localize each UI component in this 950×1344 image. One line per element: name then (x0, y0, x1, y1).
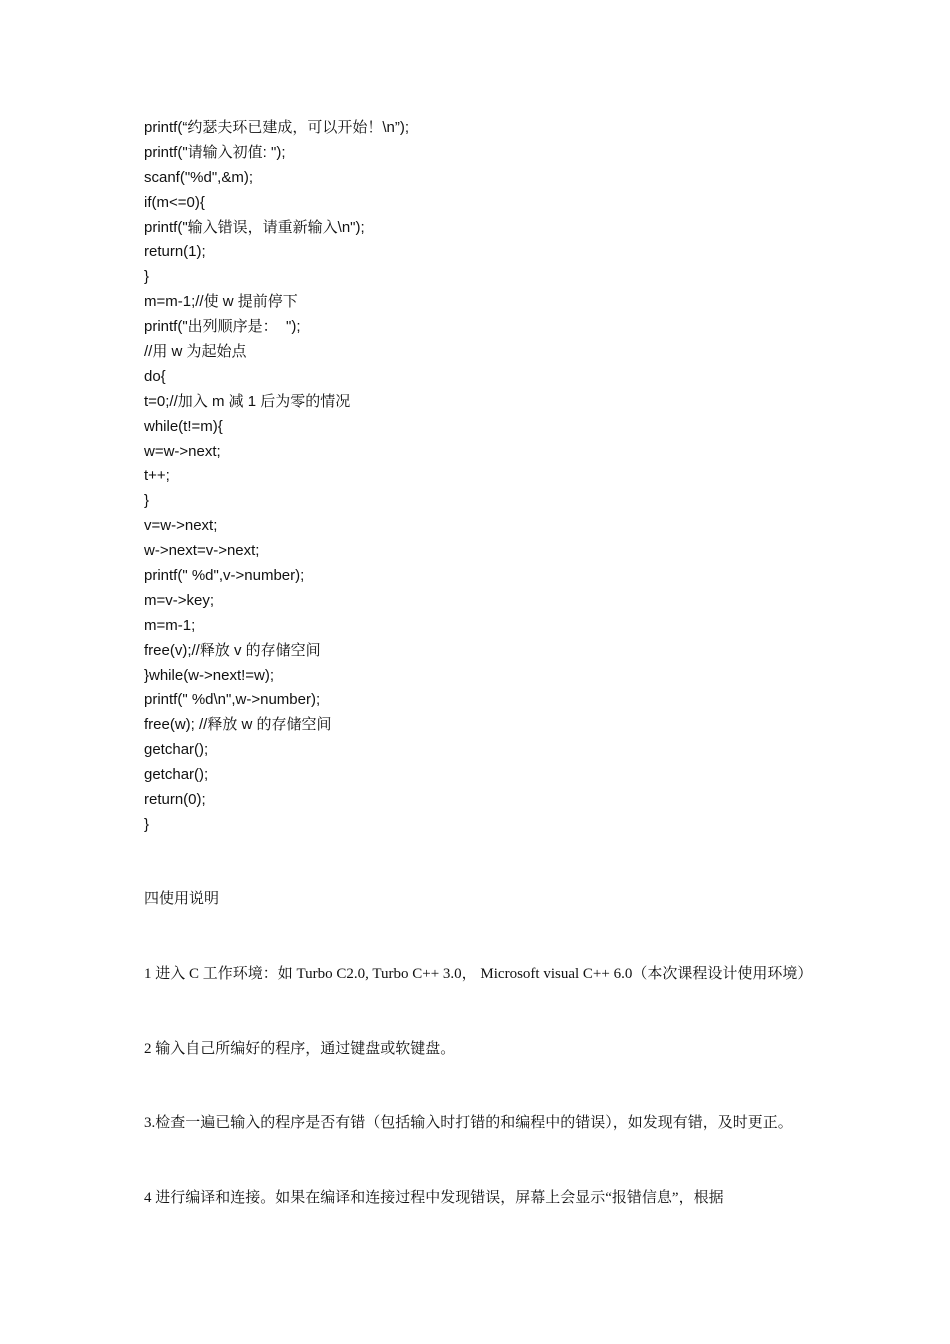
code-line: return(0); (144, 791, 206, 809)
code-line: free(w); //释放 w 的存储空间 (144, 716, 332, 734)
usage-step-2: 2 输入自己所编好的程序，通过键盘或软键盘。 (144, 1041, 456, 1057)
code-line: getchar(); (144, 766, 209, 784)
code-line: printf(" %d",v->number); (144, 567, 305, 585)
code-line: m=v->key; (144, 591, 215, 609)
usage-step-1: 1 进入 C 工作环境：如 Turbo C2.0, Turbo C++ 3.0， Microsoft visual C++ 6.0（本次课程设计使用环境） (144, 966, 813, 982)
code-line: while(t!=m){ (144, 417, 223, 435)
code-line: printf("出列顺序是： "); (144, 318, 301, 336)
code-line: }while(w->next!=w); (144, 666, 275, 684)
code-line: w->next=v->next; (144, 542, 260, 560)
code-line: scanf("%d",&m); (144, 168, 254, 186)
usage-step-4: 4 进行编译和连接。如果在编译和连接过程中发现错误，屏幕上会显示“报错信息”，根据 (144, 1190, 724, 1206)
code-line: t=0;//加入 m 减 1 后为零的情况 (144, 392, 351, 410)
usage-step-3: 3.检查一遍已输入的程序是否有错（包括输入时打错的和编程中的错误），如发现有错，及时更正。 (144, 1115, 793, 1131)
code-line: return(1); (144, 243, 206, 261)
code-line: t++; (144, 467, 170, 485)
code-line: } (144, 268, 150, 286)
code-line: printf(" %d\n",w->number); (144, 691, 321, 709)
code-line: //用 w 为起始点 (144, 343, 247, 361)
code-line: m=m-1;//使 w 提前停下 (144, 293, 298, 311)
code-line: printf(“约瑟夫环已建成，可以开始！\n”); (144, 119, 410, 136)
code-line: printf("请输入初值: "); (144, 143, 286, 161)
code-line: printf("输入错误，请重新输入\n"); (144, 218, 365, 236)
code-line: getchar(); (144, 741, 209, 759)
code-line: } (144, 492, 150, 510)
code-line: free(v);//释放 v 的存储空间 (144, 641, 321, 659)
code-line: if(m<=0){ (144, 193, 205, 211)
code-line: w=w->next; (144, 442, 221, 460)
code-line: do{ (144, 367, 166, 385)
code-listing (144, 116, 824, 838)
code-line: v=w->next; (144, 517, 218, 535)
code-line: m=m-1; (144, 616, 196, 634)
section-heading: 四使用说明 (144, 891, 220, 907)
code-line: } (144, 815, 150, 833)
